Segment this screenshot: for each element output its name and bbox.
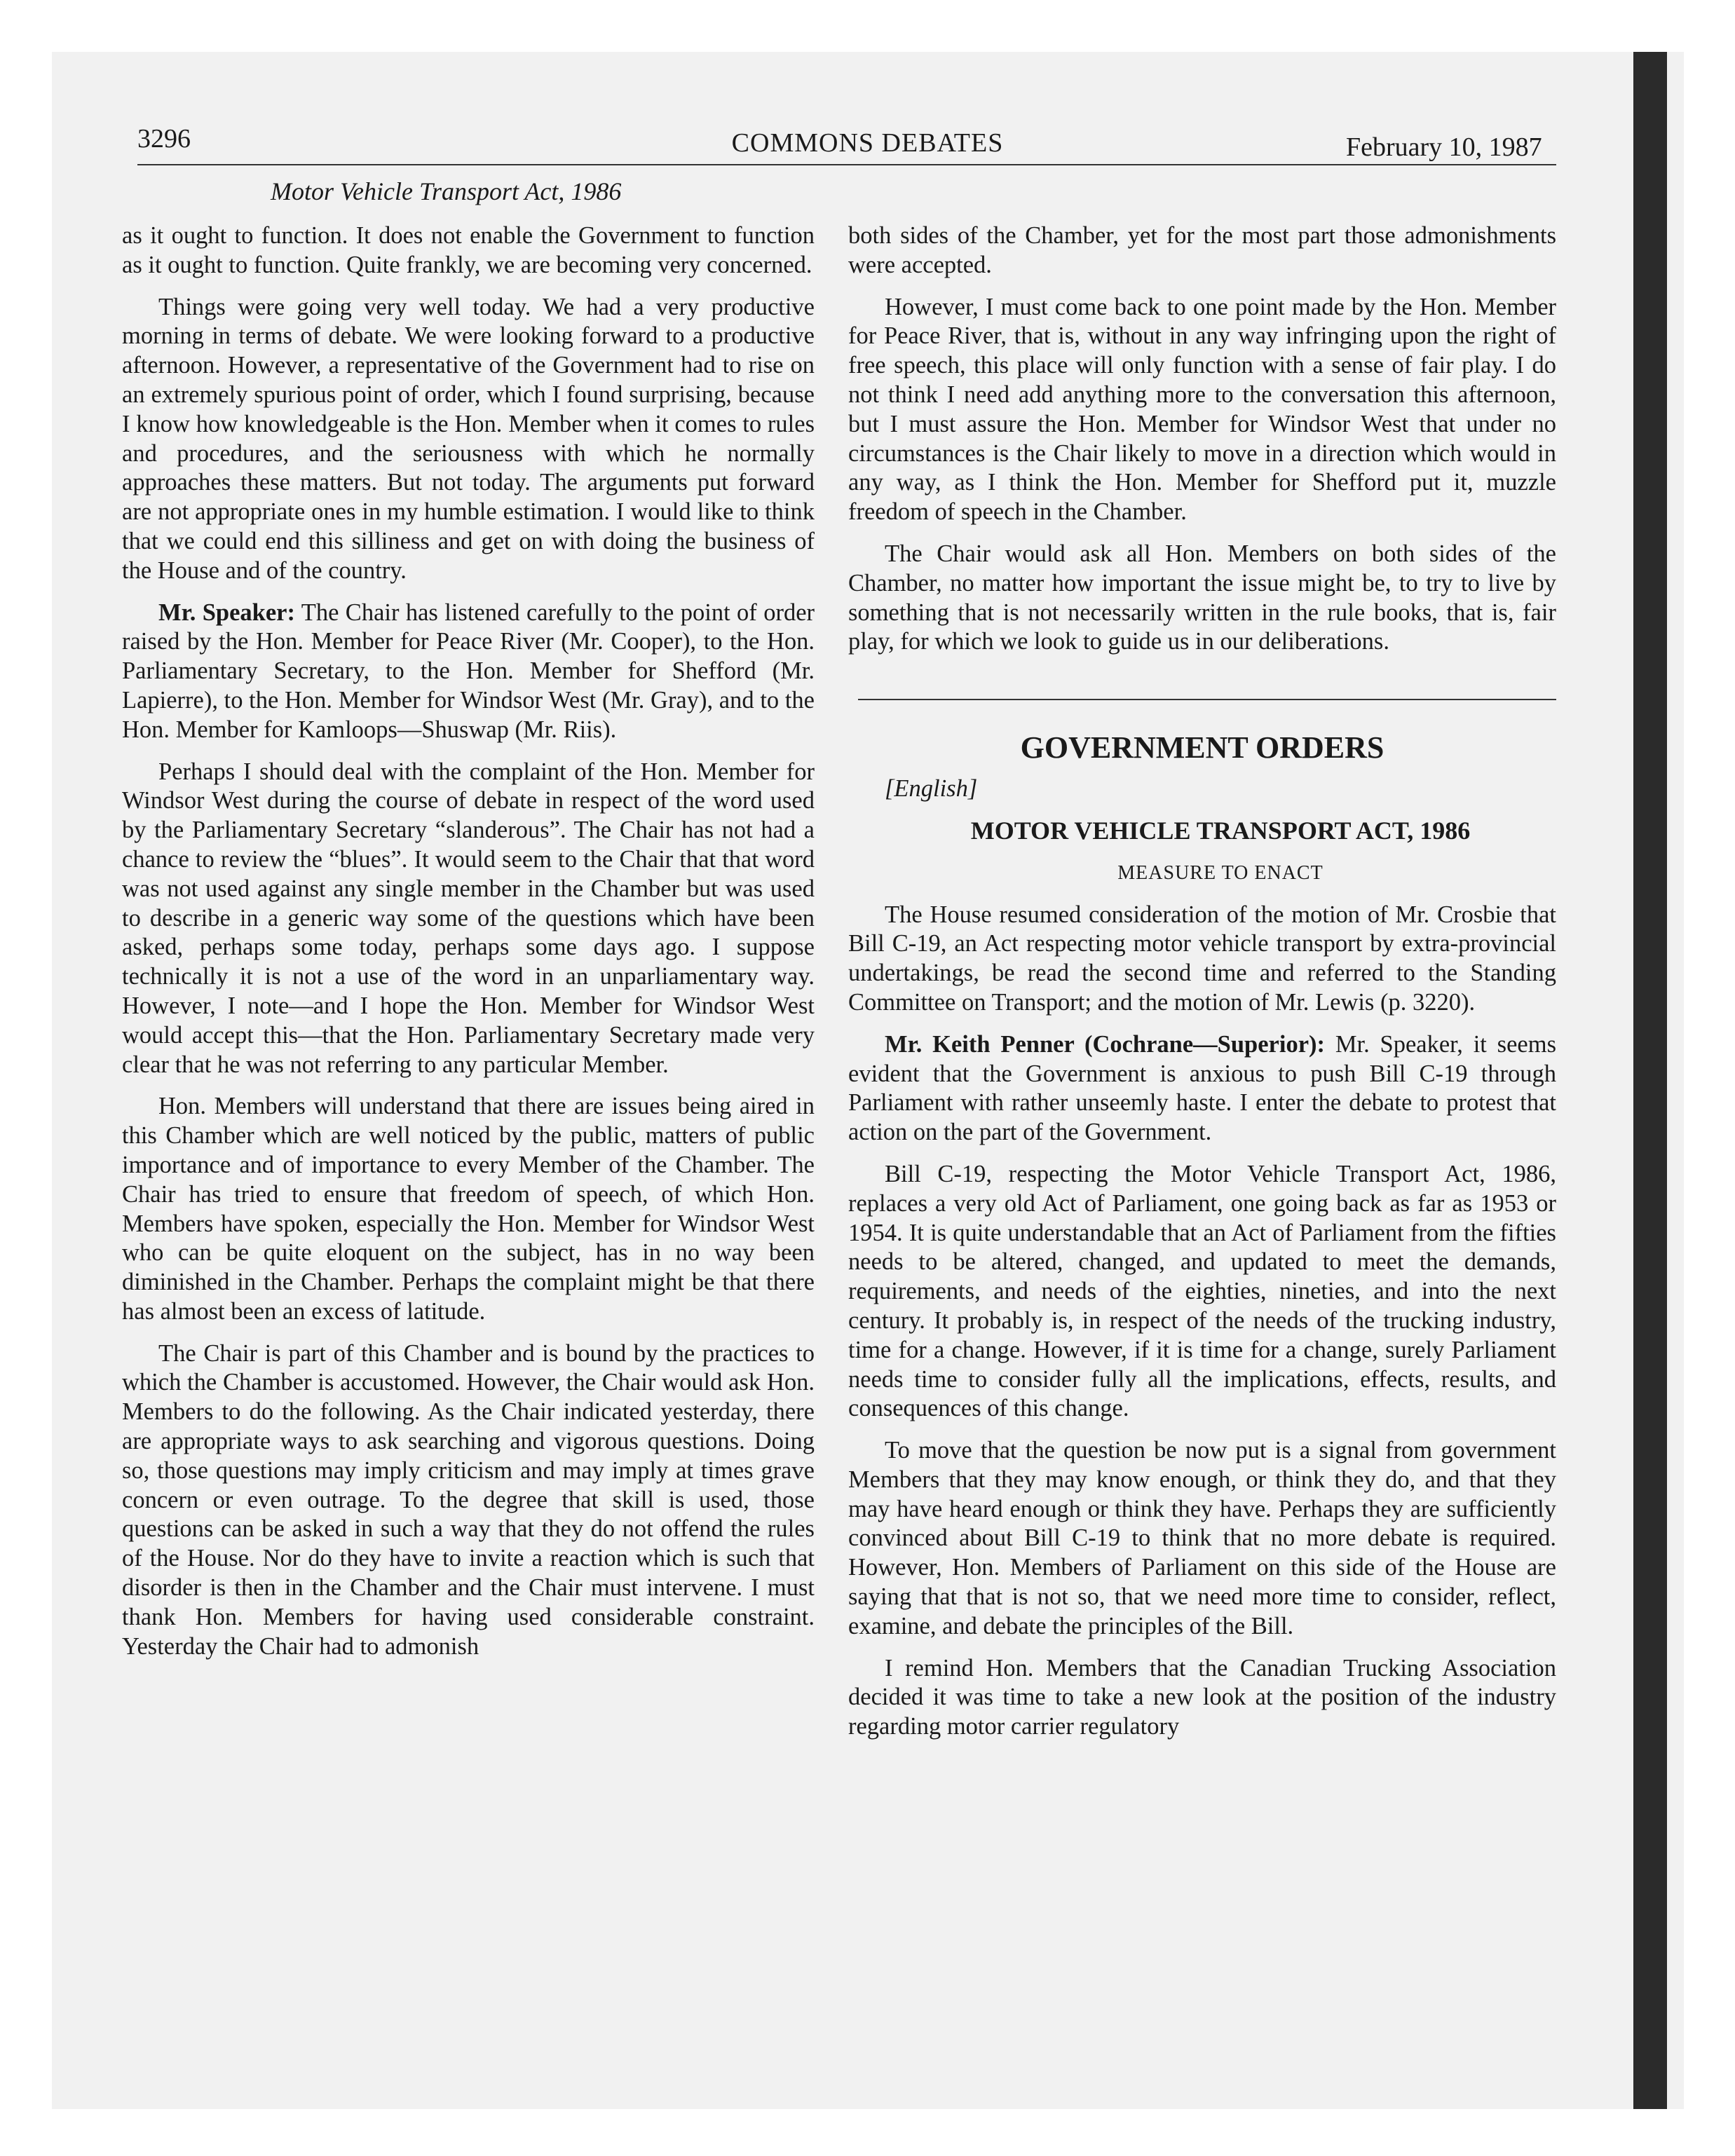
right-column (848, 221, 1556, 1754)
act-title: MOTOR VEHICLE TRANSPORT ACT, 1986 (970, 816, 1471, 845)
paragraph: both sides of the Chamber, yet for the most part those admonishments were accepted. (848, 222, 1556, 278)
speech-text: Mr. Speaker, it seems evident that the Government is anxious to push Bill C-19 through Parliament with rather unseemly haste. I enter the debate to protest that action on the part of the Government. (848, 1030, 1556, 1146)
speech-text: The Chair has listened carefully to the point of order raised by the Hon. Member for Peace River (Mr. Cooper), to the Hon. Parliamentary Secretary, to the Hon. Member for Shefford (Mr. Lapierre), to the Hon. Member for Windsor West (Mr. Gray), and to the Hon. Member for Kamloops—Shuswap (Mr. Riis). (122, 599, 815, 743)
page-number: 3296 (137, 124, 191, 153)
paragraph: The Chair is part of this Chamber and is bound by the practices to which the Chamber is accustomed. However, the Chair would ask Hon. Members to do the following. As the Chair indicated yesterday, there are appropriate ways to ask searching and vigorous questions. Doing so, those questions may imply criticism and may imply at times grave concern or even outrage. To the degree that skill is used, those questions can be asked in such a way that they do not offend the rules of the House. Nor do they have to invite a reaction which is such that disorder is then in the Chamber and the Chair must intervene. I must thank Hon. Members for having used considerable constraint. Yesterday the Chair had to admonish (122, 1339, 815, 1660)
section-heading: GOVERNMENT ORDERS (1020, 730, 1384, 765)
paragraph: The House resumed consideration of the motion of Mr. Crosbie that Bill C-19, an Act respecting motor vehicle transport by extra-provincial undertakings, be read the second time and referred to the Standing Committee on Transport; and the motion of Mr. Lewis (p. 3220). (848, 901, 1556, 1016)
paragraph: Things were going very well today. We had a very productive morning in terms of debate. We were looking forward to a productive afternoon. However, a representative of the Government had to rise on an extremely spurious point of order, which I found surprising, because I know how knowledgeable is the Hon. Member when it comes to rules and procedures, and the seriousness with which he normally approaches these matters. But not today. The arguments put forward are not appropriate ones in my humble estimation. I would like to think that we could end this silliness and get on with doing the business of the House and of the country. (122, 293, 815, 584)
paragraph: Bill C-19, respecting the Motor Vehicle Transport Act, 1986, replaces a very old Act of Parliament, one going back as far as 1953 or 1954. It is quite understandable that an Act of Parliament from the fifties needs to be altered, changed, and updated to meet the demands, requirements, and needs of the eighties, nineties, and into the next century. It probably is, in respect of the needs of the trucking industry, time for a change. However, if it is time for a change, surely Parliament needs time to consider fully all the implications, effects, results, and consequences of this change. (848, 1160, 1556, 1422)
paragraph: as it ought to function. It does not enable the Government to function as it ought to function. Quite frankly, we are becoming very concerned. (122, 222, 815, 278)
subject-heading: Motor Vehicle Transport Act, 1986 (271, 177, 622, 205)
paragraph: To move that the question be now put is a signal from government Members that they may know enough, or think they do, and that they may have heard enough or think they have. Perhaps they are sufficiently convinced about Bill C-19 to think that no more debate is required. However, Hon. Members of Parliament on this side of the House are saying that that is not so, that we need more time to consider, reflect, examine, and debate the principles of the Bill. (848, 1437, 1556, 1639)
page-date: February 10, 1987 (1346, 132, 1542, 162)
left-column (122, 221, 815, 1674)
section-divider (858, 699, 1556, 700)
speaker-name: Mr. Speaker: (158, 599, 295, 626)
paragraph: I remind Hon. Members that the Canadian Trucking Association decided it was time to take a new look at the position of the industry regarding motor carrier regulatory (848, 1654, 1556, 1740)
paragraph (848, 1030, 1556, 1147)
header-rule (137, 164, 1556, 165)
speaker-name: Mr. Keith Penner (Cochrane—Superior): (885, 1030, 1325, 1058)
paragraph: Hon. Members will understand that there are issues being aired in this Chamber which are well noticed by the public, matters of public importance and of importance to every Member of the Chamber. The Chair has tried to ensure that freedom of speech, of which Hon. Members have spoken, especially the Hon. Member for Windsor West who can be quite eloquent on the subject, has in no way been diminished in the Chamber. Perhaps the complaint might be that there has almost been an excess of latitude. (122, 1093, 815, 1325)
paragraph: The Chair would ask all Hon. Members on both sides of the Chamber, no matter how important the issue might be, to try to live by something that is not necessarily written in the rule books, that is, fair play, for which we look to guide us in our deliberations. (848, 540, 1556, 655)
scan-edge-bar (1633, 52, 1667, 2109)
paragraph (122, 599, 815, 745)
paragraph: However, I must come back to one point made by the Hon. Member for Peace River, that is, without in any way infringing upon the right of free speech, this place will only function with a sense of fair play. I do not think I need add anything more to the conversation this afternoon, but I must assure the Hon. Member for Windsor West that under no circumstances is the Chair likely to move in a direction which would in any way, as I think the Hon. Member for Shefford put it, muzzle freedom of speech in the Chamber. (848, 293, 1556, 526)
running-title: COMMONS DEBATES (731, 128, 1004, 158)
language-tag: [English] (885, 775, 978, 803)
measure-label: MEASURE TO ENACT (1117, 861, 1324, 884)
paragraph: Perhaps I should deal with the complaint of the Hon. Member for Windsor West during the course of debate in respect of the word used by the Parliamentary Secretary “slanderous”. The Chair has not had a chance to review the “blues”. It would seem to the Chair that that word was not used against any single member in the Chamber but was used to describe in a generic way some of the questions which have been asked, perhaps some today, perhaps some days ago. I suppose technically it is not a use of the word in an unparliamentary way. However, I note—and I hope the Hon. Member for Windsor West would accept this—that the Hon. Parliamentary Secretary made very clear that he was not referring to any particular Member. (122, 758, 815, 1078)
